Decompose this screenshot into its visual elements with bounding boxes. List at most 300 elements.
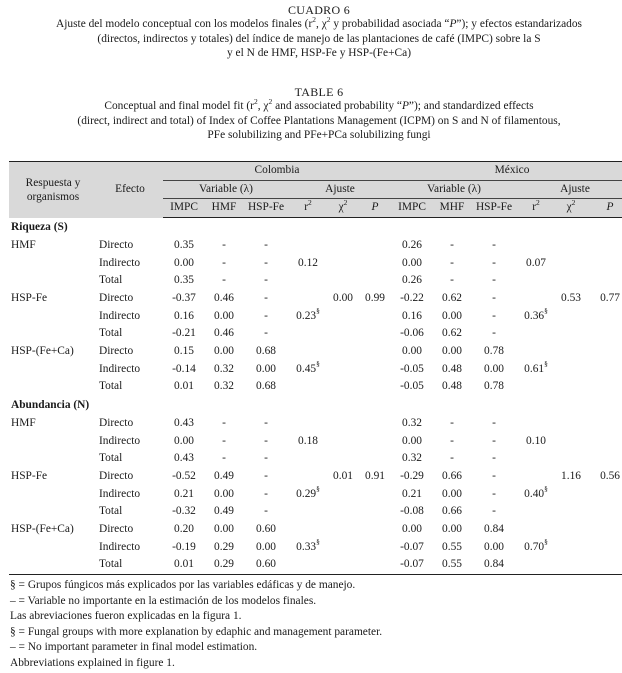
value-cell: 0.62 xyxy=(442,327,462,340)
table-body xyxy=(9,218,622,575)
value-cell: 0.60 xyxy=(243,556,289,574)
effect-cell: Total xyxy=(97,556,163,574)
table-row xyxy=(9,539,622,557)
header-sub: MHF xyxy=(433,199,471,218)
p-cell: 0.99 xyxy=(365,291,385,304)
value-cell: - xyxy=(492,274,496,287)
value-cell: - xyxy=(492,416,496,429)
table-row xyxy=(9,308,622,326)
chi2-cell xyxy=(327,521,359,539)
caption-es-line3: y el N de HMF, HSP-Fe y HSP-(Fe+Ca) xyxy=(227,47,411,60)
organism-cell: HSP-(Fe+Ca) xyxy=(11,345,74,358)
value-cell: -0.05 xyxy=(400,380,424,393)
table-notes xyxy=(10,578,610,672)
value-cell: - xyxy=(450,452,454,465)
p-cell xyxy=(359,361,391,379)
p-cell xyxy=(359,539,391,557)
p-cell xyxy=(587,521,622,539)
value-cell: 0.48 xyxy=(442,380,462,393)
chi2-cell xyxy=(555,361,587,379)
value-cell: 0.35 xyxy=(174,238,194,251)
effect-cell: Directo xyxy=(99,238,134,251)
header-effect: Efecto xyxy=(97,162,163,218)
r2-cell: 0.12 xyxy=(298,256,318,269)
effect-cell: Total xyxy=(99,380,123,393)
p-cell xyxy=(359,503,391,521)
value-cell: -0.05 xyxy=(400,362,424,375)
chi2-cell xyxy=(555,308,587,326)
p-cell xyxy=(587,343,622,361)
value-cell: - xyxy=(492,469,496,482)
r2-cell xyxy=(289,415,327,433)
organism-cell xyxy=(9,308,97,326)
chi2-cell xyxy=(555,539,587,557)
value-cell: 0.16 xyxy=(174,309,194,322)
value-cell: -0.14 xyxy=(172,362,196,375)
value-cell: - xyxy=(222,256,226,269)
header-variable-mex: Variable (λ) xyxy=(391,180,517,199)
value-cell: 0.21 xyxy=(174,487,194,500)
effect-cell: Indirecto xyxy=(99,256,141,269)
value-cell: - xyxy=(492,452,496,465)
r2-cell xyxy=(517,415,555,433)
value-cell: - xyxy=(492,256,496,269)
header-sub: HSP-Fe xyxy=(243,199,289,218)
chi2-cell xyxy=(555,272,587,290)
value-cell: 0.00 xyxy=(484,362,504,375)
r2-cell: 0.70§ xyxy=(524,536,548,553)
table-row xyxy=(9,468,622,486)
p-cell xyxy=(359,486,391,504)
value-cell: 0.66 xyxy=(442,505,462,518)
value-cell: 0.49 xyxy=(214,505,234,518)
header-colombia: Colombia xyxy=(163,162,391,181)
value-cell: 0.55 xyxy=(442,540,462,553)
value-cell: - xyxy=(492,238,496,251)
p-cell xyxy=(587,361,622,379)
caption-en-line2: (direct, indirect and total) of Index of Coffee Plantations Management (ICPM) on S and N of filamentous, xyxy=(77,114,561,127)
value-cell: 0.32 xyxy=(402,416,422,429)
value-cell: 0.29 xyxy=(205,556,243,574)
value-cell: 0.26 xyxy=(402,238,422,251)
organism-cell xyxy=(9,325,97,343)
r2-cell: 0.45§ xyxy=(296,358,320,375)
header-sub: IMPC xyxy=(163,199,205,218)
value-cell: 0.29 xyxy=(214,540,234,553)
chi2-cell xyxy=(555,450,587,468)
note-text: Abbreviations explained in figure 1. xyxy=(10,656,175,669)
chi2-cell xyxy=(555,521,587,539)
effect-cell: Total xyxy=(99,274,123,287)
p-cell xyxy=(359,433,391,451)
r2-cell xyxy=(289,378,327,396)
chi2-cell xyxy=(555,343,587,361)
header-r2: $r^2$ xyxy=(517,199,555,218)
effect-cell: Indirecto xyxy=(99,309,141,322)
r2-cell xyxy=(517,468,555,486)
value-cell: 0.62 xyxy=(442,291,462,304)
chi2-cell xyxy=(327,272,359,290)
chi2-cell xyxy=(555,378,587,396)
header-variable-col: Variable (λ) xyxy=(163,180,289,199)
organism-cell: HMF xyxy=(11,238,36,251)
value-cell: 0.00 xyxy=(402,256,422,269)
value-cell: 0.00 xyxy=(402,345,422,358)
value-cell: - xyxy=(450,238,454,251)
p-cell xyxy=(587,378,622,396)
header-r2: $r^2$ xyxy=(289,199,327,218)
p-cell xyxy=(359,378,391,396)
note-text: = No important parameter in final model estimation. xyxy=(15,641,258,654)
p-cell xyxy=(587,415,622,433)
r2-cell xyxy=(289,325,327,343)
r2-cell xyxy=(289,450,327,468)
value-cell: -0.52 xyxy=(172,469,196,482)
effect-cell: Directo xyxy=(99,291,134,304)
note-line xyxy=(10,594,610,610)
r2-cell xyxy=(289,237,327,255)
organism-cell xyxy=(9,255,97,273)
value-cell: - xyxy=(450,416,454,429)
note-text: = Variable no importante en la estimación de los modelos finales. xyxy=(15,594,317,607)
value-cell: - xyxy=(492,327,496,340)
effect-cell: Directo xyxy=(99,416,134,429)
p-cell xyxy=(587,433,622,451)
value-cell: 0.01 xyxy=(174,380,194,393)
organism-cell xyxy=(9,272,97,290)
chi2-cell xyxy=(555,237,587,255)
value-cell: 0.00 xyxy=(214,487,234,500)
table-row xyxy=(9,290,622,308)
note-symbol: § xyxy=(10,625,16,638)
value-cell: -0.08 xyxy=(400,505,424,518)
value-cell: 0.78 xyxy=(484,345,504,358)
r2-cell: 0.18 xyxy=(298,434,318,447)
r2-cell xyxy=(289,556,327,574)
chi2-cell xyxy=(327,486,359,504)
note-line xyxy=(10,625,610,641)
p-cell xyxy=(359,521,391,539)
value-cell: 0.00 xyxy=(214,309,234,322)
value-cell: 0.16 xyxy=(402,309,422,322)
r2-cell xyxy=(517,378,555,396)
value-cell: - xyxy=(492,291,496,304)
header-sub: HSP-Fe xyxy=(471,199,517,218)
value-cell: 0.32 xyxy=(214,362,234,375)
value-cell: 0.00 xyxy=(402,523,422,536)
value-cell: - xyxy=(222,238,226,251)
value-cell: 0.21 xyxy=(402,487,422,500)
r2-cell xyxy=(517,450,555,468)
value-cell: 0.00 xyxy=(256,540,276,553)
p-cell: 0.91 xyxy=(365,469,385,482)
caption-es-title: CUADRO 6 xyxy=(287,3,351,17)
value-cell: -0.21 xyxy=(172,327,196,340)
value-cell: 0.00 xyxy=(402,434,422,447)
value-cell: - xyxy=(492,434,496,447)
value-cell: - xyxy=(492,487,496,500)
value-cell: - xyxy=(222,274,226,287)
r2-cell: 0.33§ xyxy=(296,536,320,553)
chi2-cell xyxy=(327,325,359,343)
caption-es-line1: Ajuste del modelo conceptual con los modelos finales ($r^2$, $\chi^2$ y probabilidad asociada “P”); y efectos estandarizados xyxy=(56,14,582,31)
value-cell: 0.49 xyxy=(214,469,234,482)
value-cell: 0.55 xyxy=(433,556,471,574)
p-cell xyxy=(587,255,622,273)
note-text: = Grupos fúngicos más explicados por las variables edáficas y de manejo. xyxy=(15,579,356,591)
value-cell: - xyxy=(264,291,268,304)
section-row xyxy=(9,396,622,415)
r2-cell xyxy=(517,521,555,539)
value-cell: - xyxy=(450,274,454,287)
p-cell xyxy=(359,255,391,273)
p-cell xyxy=(359,415,391,433)
value-cell: -0.22 xyxy=(400,291,424,304)
value-cell: 0.00 xyxy=(214,523,234,536)
value-cell: 0.68 xyxy=(256,380,276,393)
value-cell: 0.84 xyxy=(471,556,517,574)
value-cell: -0.07 xyxy=(391,556,433,574)
value-cell: - xyxy=(264,256,268,269)
note-line xyxy=(10,609,610,625)
value-cell: -0.19 xyxy=(172,540,196,553)
note-line xyxy=(10,656,610,672)
value-cell: - xyxy=(450,256,454,269)
header-ajuste-mex: Ajuste xyxy=(517,180,622,199)
header-mexico: México xyxy=(391,162,622,181)
header-sub: HMF xyxy=(205,199,243,218)
chi2-cell xyxy=(555,503,587,521)
value-cell: - xyxy=(222,434,226,447)
r2-cell xyxy=(289,272,327,290)
chi2-cell: 1.16 xyxy=(561,469,581,482)
caption-spanish xyxy=(0,3,622,61)
results-table xyxy=(9,161,622,575)
effect-cell: Total xyxy=(99,505,123,518)
p-cell xyxy=(587,308,622,326)
chi2-cell xyxy=(327,308,359,326)
r2-cell xyxy=(289,503,327,521)
value-cell: - xyxy=(264,274,268,287)
note-symbol: – xyxy=(10,641,16,654)
note-line xyxy=(10,640,610,656)
value-cell: -0.29 xyxy=(400,469,424,482)
r2-cell: 0.07 xyxy=(526,256,546,269)
p-cell xyxy=(587,503,622,521)
value-cell: 0.46 xyxy=(214,291,234,304)
header-ajuste-col: Ajuste xyxy=(289,180,391,199)
organism-cell xyxy=(9,539,97,557)
table-row xyxy=(9,503,622,521)
p-cell xyxy=(587,556,622,574)
value-cell: - xyxy=(264,238,268,251)
note-text: Las abreviaciones fueron explicadas en la figura 1. xyxy=(10,610,242,623)
chi2-cell: 0.00 xyxy=(333,291,353,304)
organism-cell xyxy=(9,433,97,451)
table-row xyxy=(9,378,622,396)
p-cell: 0.56 xyxy=(600,469,620,482)
value-cell: 0.43 xyxy=(174,416,194,429)
p-cell xyxy=(359,272,391,290)
r2-cell xyxy=(289,521,327,539)
r2-cell xyxy=(517,290,555,308)
value-cell: 0.46 xyxy=(214,327,234,340)
chi2-cell xyxy=(555,486,587,504)
header-p: P xyxy=(587,199,622,218)
organism-cell: HMF xyxy=(11,416,36,429)
chi2-cell xyxy=(555,255,587,273)
chi2-cell xyxy=(327,255,359,273)
note-symbol: – xyxy=(10,594,16,607)
header-chi2: $\chi^2$ xyxy=(327,199,359,218)
section-title: Abundancia (N) xyxy=(11,399,90,412)
value-cell: 0.00 xyxy=(174,256,194,269)
organism-cell xyxy=(9,378,97,396)
table-row xyxy=(9,325,622,343)
table-row xyxy=(9,556,622,574)
value-cell: - xyxy=(264,487,268,500)
organism-cell xyxy=(9,450,97,468)
caption-english xyxy=(0,85,622,143)
table-row xyxy=(9,433,622,451)
chi2-cell xyxy=(327,343,359,361)
r2-cell: 0.61§ xyxy=(524,358,548,375)
table-row xyxy=(9,450,622,468)
chi2-cell xyxy=(327,433,359,451)
value-cell: 0.20 xyxy=(174,523,194,536)
note-symbol: § xyxy=(10,579,16,591)
section-row xyxy=(9,218,622,237)
value-cell: - xyxy=(222,452,226,465)
r2-cell xyxy=(289,468,327,486)
value-cell: -0.32 xyxy=(172,505,196,518)
caption-en-title: TABLE 6 xyxy=(294,85,344,99)
value-cell: - xyxy=(264,452,268,465)
value-cell: 0.15 xyxy=(174,345,194,358)
value-cell: 0.00 xyxy=(214,345,234,358)
value-cell: - xyxy=(492,505,496,518)
value-cell: 0.60 xyxy=(256,523,276,536)
chi2-cell xyxy=(327,503,359,521)
table-row xyxy=(9,361,622,379)
value-cell: 0.48 xyxy=(442,362,462,375)
p-cell xyxy=(359,237,391,255)
value-cell: - xyxy=(264,309,268,322)
p-cell: 0.77 xyxy=(600,291,620,304)
value-cell: 0.43 xyxy=(174,452,194,465)
value-cell: -0.37 xyxy=(172,291,196,304)
organism-cell: HSP-(Fe+Ca) xyxy=(11,523,74,536)
value-cell: 0.00 xyxy=(442,345,462,358)
organism-cell xyxy=(9,556,97,574)
value-cell: 0.32 xyxy=(214,380,234,393)
caption-en-line1: Conceptual and final model fit ($r^2$, $\chi^2$ and associated probability “P”); and standardized effects xyxy=(104,96,534,113)
p-cell xyxy=(587,450,622,468)
p-cell xyxy=(587,486,622,504)
table-row xyxy=(9,237,622,255)
header-p: P xyxy=(359,199,391,218)
effect-cell: Directo xyxy=(99,469,134,482)
r2-cell: 0.23§ xyxy=(296,305,320,322)
chi2-cell xyxy=(555,556,587,574)
table-row xyxy=(9,486,622,504)
r2-cell xyxy=(517,503,555,521)
header-sub: IMPC xyxy=(391,199,433,218)
value-cell: - xyxy=(264,416,268,429)
value-cell: 0.01 xyxy=(163,556,205,574)
p-cell xyxy=(359,556,391,574)
chi2-cell xyxy=(327,450,359,468)
p-cell xyxy=(587,272,622,290)
chi2-cell xyxy=(327,378,359,396)
table-row xyxy=(9,272,622,290)
r2-cell: 0.36§ xyxy=(524,305,548,322)
effect-cell: Directo xyxy=(99,345,134,358)
effect-cell: Total xyxy=(99,452,123,465)
value-cell: 0.00 xyxy=(442,487,462,500)
value-cell: 0.78 xyxy=(484,380,504,393)
value-cell: 0.68 xyxy=(256,345,276,358)
r2-cell xyxy=(517,556,555,574)
r2-cell xyxy=(517,272,555,290)
header-chi2: $\chi^2$ xyxy=(555,199,587,218)
value-cell: 0.00 xyxy=(174,434,194,447)
value-cell: 0.00 xyxy=(442,523,462,536)
value-cell: 0.00 xyxy=(442,309,462,322)
effect-cell: Indirecto xyxy=(99,487,141,500)
chi2-cell: 0.01 xyxy=(333,469,353,482)
organism-cell: HSP-Fe xyxy=(11,291,48,304)
p-cell xyxy=(587,237,622,255)
effect-cell: Directo xyxy=(99,523,134,536)
chi2-cell xyxy=(555,433,587,451)
organism-cell xyxy=(9,503,97,521)
value-cell: 0.32 xyxy=(402,452,422,465)
value-cell: 0.00 xyxy=(256,362,276,375)
r2-cell xyxy=(517,325,555,343)
value-cell: 0.00 xyxy=(484,540,504,553)
value-cell: - xyxy=(450,434,454,447)
organism-cell: HSP-Fe xyxy=(11,469,48,482)
p-cell xyxy=(359,343,391,361)
r2-cell: 0.29§ xyxy=(296,483,320,500)
table-row xyxy=(9,415,622,433)
value-cell: -0.06 xyxy=(400,327,424,340)
chi2-cell xyxy=(327,556,359,574)
r2-cell xyxy=(289,290,327,308)
value-cell: - xyxy=(492,309,496,322)
value-cell: -0.07 xyxy=(400,540,424,553)
note-line xyxy=(10,578,610,594)
section-title: Riqueza (S) xyxy=(11,221,68,234)
effect-cell: Indirecto xyxy=(99,540,141,553)
chi2-cell xyxy=(555,325,587,343)
value-cell: 0.26 xyxy=(402,274,422,287)
r2-cell: 0.40§ xyxy=(524,483,548,500)
effect-cell: Indirecto xyxy=(99,434,141,447)
effect-cell: Total xyxy=(99,327,123,340)
value-cell: - xyxy=(264,505,268,518)
value-cell: 0.66 xyxy=(442,469,462,482)
r2-cell xyxy=(289,343,327,361)
value-cell: - xyxy=(222,416,226,429)
chi2-cell: 0.53 xyxy=(561,291,581,304)
p-cell xyxy=(359,450,391,468)
effect-cell: Indirecto xyxy=(99,362,141,375)
header-response: Respuesta y organismos xyxy=(9,162,97,218)
chi2-cell xyxy=(327,539,359,557)
r2-cell xyxy=(517,343,555,361)
